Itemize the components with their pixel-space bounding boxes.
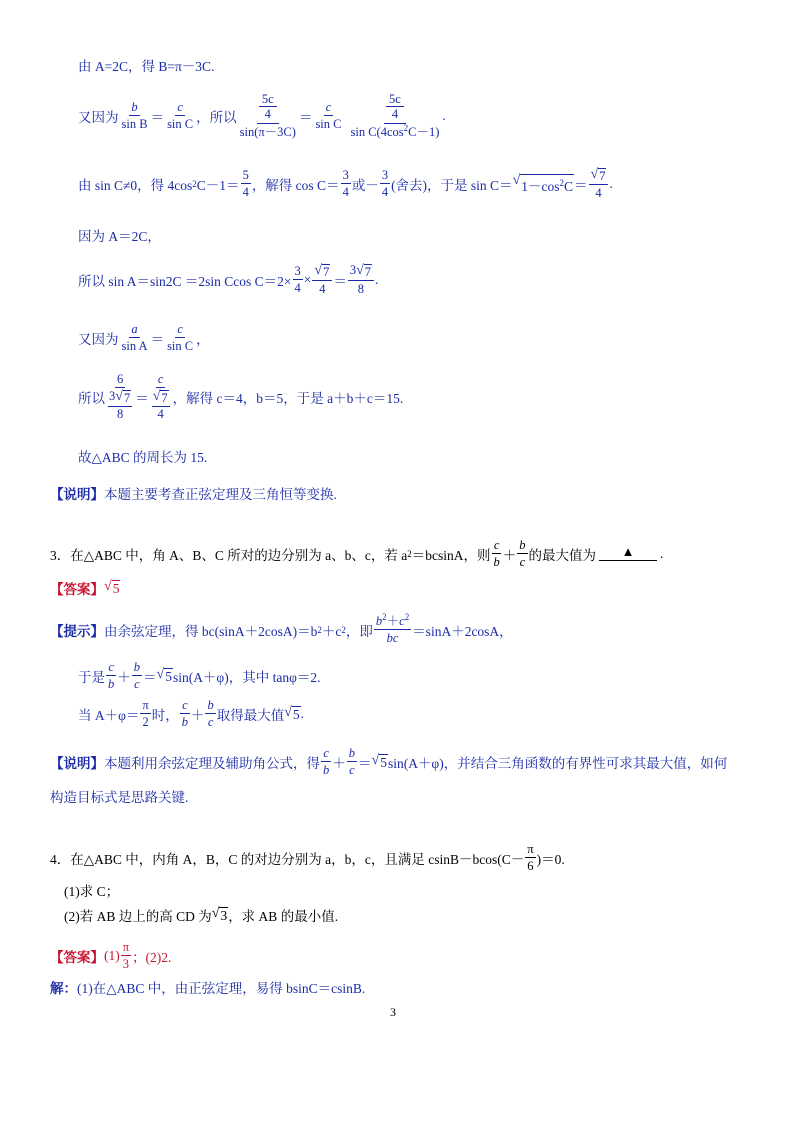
answer-q3: 【答案】 √ 5 [50,579,120,597]
solution-line-1: 由 A=2C，得 B=π－3C. [78,59,215,74]
solution-line-2: 又因为 $\frac{b}{\text{sin B}}$ ＝ $\frac{c}{\text{sin C}}$ ，所以 5c 4 sin(π－3C) ＝ $\frac{c}{\text{sin C}}$ 5c 4 $\sin C(4\cos^2C-1)$ . [78,92,446,139]
solution-line-6: 又因为 $\frac{a}{\text{sin A}}$ ＝ $\frac{c}{\text{sin C}}$ ， [78,322,210,354]
frac-big-left: 5c 4 sin(π－3C) [239,92,296,139]
solution-line-5: 所以 sin A＝sin2C ＝2sin Ccos C＝2× $\frac{3}{4}$ × √ 7 4 ＝ 3 √ 7 8 . [78,263,379,297]
question-4-part-1: (1)求 C； [64,884,120,899]
frac-c-sinC: $\frac{c}{\text{sin C}}$ [167,99,194,132]
frac-big-right: 5c 4 $\sin C(4\cos^2C-1)$ [350,92,440,139]
solution-line-3: 由 sin C≠0，得 4cos 2 C－1＝ $\frac{5}{4}$ ，解得 cos C＝ $\frac{3}{4}$ 或－ $\frac{3}{4}$ (舍去)，于是 sin C＝ √ $1-\cos^2C$ ＝ √ 7 4 . [78,167,613,201]
frac-6-over: 6 3 √ 7 8 [109,372,131,421]
answer-q4: 【答案】 (1) $\frac{\pi}{3}$ ；(2)2. [50,940,172,972]
solution-line-4: 因为 A＝2C， [78,229,161,244]
frac-c-over: c √ 7 4 [152,372,168,421]
sqrt-1-cos2C: √ $1-\cos^2C$ [512,172,574,194]
frac-b-sinB: $\frac{b}{\text{sin B}}$ [121,99,148,132]
hint-q3: 【提示】 由余弦定理，得 bc(sinA＋2cosA)＝b 2 ＋c 2 ，即 $\frac{b^2+c^2}{bc}$ ＝sinA＋2cosA， [50,612,513,646]
explain-q2: 【说明】 本题主要考查正弦定理及三角恒等变换. [50,487,337,502]
answer-blank: ▲ [599,544,657,561]
solution-line-8: 故△ABC 的周长为 15. [78,450,208,465]
question-4: 4．在△ABC 中，内角 A，B，C 的对边分别为 a，b，c，且满足 csinB－bcos(C－ $\frac{\pi}{6}$ )＝0. [50,842,565,874]
solution-q4: 解： (1)在△ABC 中，由正弦定理，易得 bsinC＝csinB. [50,981,366,996]
hint-q3-line-3: 当 A＋φ＝ $\frac{\pi}{2}$ 时， $\frac{c}{b}$ ＋ $\frac{b}{c}$ 取得最大值 √ 5 . [78,698,305,730]
hint-q3-line-2: 于是 $\frac{c}{b}$ ＋ $\frac{b}{c}$ ＝ √ 5 sin(A＋φ)，其中 tanφ＝2. [78,660,321,692]
explain-q3-line-2: 构造目标式是思路关键. [50,790,189,805]
question-4-part-2: (2)若 AB 边上的高 CD 为 √ 3 ，求 AB 的最小值. [64,906,339,924]
question-3: 3．在△ABC 中，角 A、B、C 所对的边分别为 a、b、c，若 a 2 ＝bcsinA，则 $\frac{c}{b}$ ＋ $\frac{b}{c}$ 的最大值为 ▲ . [50,538,664,570]
frac-c-sinC-2: $\frac{c}{\text{sin C}}$ [315,99,342,132]
explain-q3: 【说明】 本题利用余弦定理及辅助角公式，得 $\frac{c}{b}$ ＋ $\frac{b}{c}$ ＝ √ 5 sin(A＋φ)，并结合三角函数的有界性可求其最大值，如何 [50,746,728,778]
solution-line-7: 所以 6 3 √ 7 8 ＝ c √ 7 4 ，解得 c＝4，b＝5，于是 a＋b＋c＝15. [78,372,404,421]
page-number: 3 [390,1005,396,1019]
